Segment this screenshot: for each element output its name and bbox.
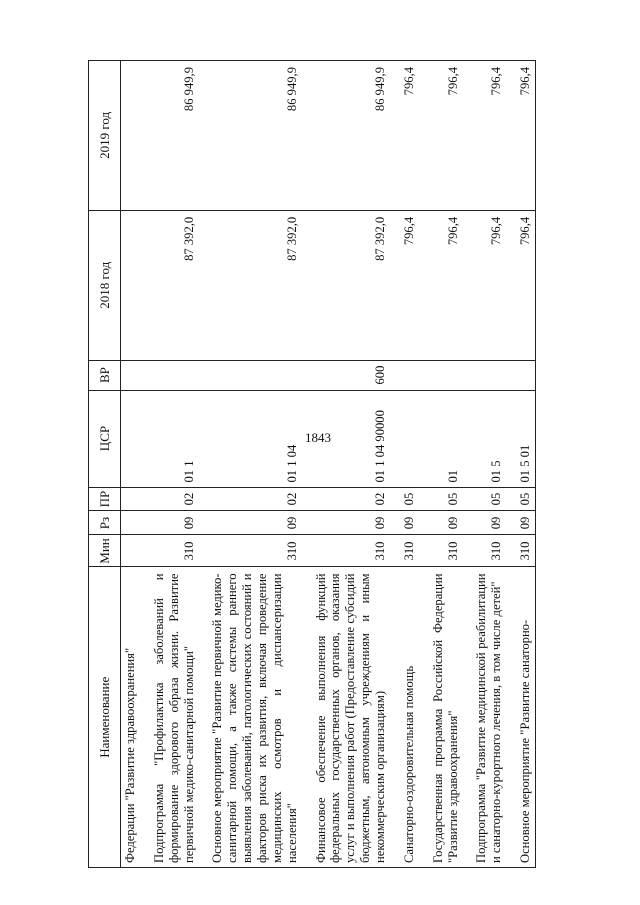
- row-name: Основное мероприятие "Развитие санаторно-: [506, 567, 535, 868]
- row-2019: 796,4: [390, 61, 419, 211]
- row-name: Федерации "Развитие здравоохранения": [121, 567, 140, 868]
- row-rz: 09: [419, 511, 463, 535]
- row-pr: 05: [506, 487, 535, 511]
- row-min: 310: [140, 535, 199, 567]
- row-min: 310: [198, 535, 301, 567]
- row-pr: 05: [390, 487, 419, 511]
- row-rz: 09: [506, 511, 535, 535]
- table-row: [462, 61, 506, 868]
- row-2019: 796,4: [506, 61, 535, 211]
- col-header-csr: ЦСР: [89, 390, 121, 487]
- row-rz: [121, 511, 140, 535]
- row-csr: 01 5 01: [506, 390, 535, 487]
- row-min: 310: [419, 535, 463, 567]
- row-vr: [390, 360, 419, 390]
- row-name: Санаторно-оздоровительная помощь: [390, 567, 419, 868]
- row-2018: 87 392,0: [302, 210, 390, 360]
- row-name: Государственная программа Российской Федерации "Развитие здравоохранения": [419, 567, 463, 868]
- col-header-pr: ПР: [89, 487, 121, 511]
- row-csr: 01 1 04 90000: [302, 390, 390, 487]
- row-pr: 02: [140, 487, 199, 511]
- row-2018: 796,4: [462, 210, 506, 360]
- col-header-min: Мин: [89, 535, 121, 567]
- col-header-rz: Рз: [89, 511, 121, 535]
- row-vr: [506, 360, 535, 390]
- row-csr: 01 5: [462, 390, 506, 487]
- row-2018: 796,4: [390, 210, 419, 360]
- rotated-table-wrapper: [88, 60, 640, 868]
- row-vr: [140, 360, 199, 390]
- row-pr: 02: [198, 487, 301, 511]
- row-csr: 01 1: [140, 390, 199, 487]
- row-rz: 09: [462, 511, 506, 535]
- row-min: 310: [390, 535, 419, 567]
- row-min: [121, 535, 140, 567]
- table-row: [506, 61, 535, 868]
- table-row: [419, 61, 463, 868]
- row-rz: 09: [390, 511, 419, 535]
- budget-table: [88, 60, 536, 868]
- row-min: 310: [462, 535, 506, 567]
- row-2019: [121, 61, 140, 211]
- row-csr: 01: [419, 390, 463, 487]
- row-2019: 796,4: [419, 61, 463, 211]
- row-2019: 796,4: [462, 61, 506, 211]
- page-number: 1843: [305, 430, 331, 445]
- row-min: 310: [302, 535, 390, 567]
- col-header-vr: ВР: [89, 360, 121, 390]
- row-vr: [462, 360, 506, 390]
- row-rz: 09: [198, 511, 301, 535]
- row-2019: 86 949,9: [198, 61, 301, 211]
- row-name: Подпрограмма "Развитие медицинской реабилитации и санаторно-курортного лечения, в том числе детей": [462, 567, 506, 868]
- table-row: [198, 61, 301, 868]
- row-pr: 02: [302, 487, 390, 511]
- table-row: [390, 61, 419, 868]
- row-pr: 05: [462, 487, 506, 511]
- row-rz: 09: [302, 511, 390, 535]
- row-min: 310: [506, 535, 535, 567]
- row-csr: [390, 390, 419, 487]
- row-name: Подпрограмма "Профилактика заболеваний и формирование здорового образа жизни. Развитие первичной медико-санитарной помощи": [140, 567, 199, 868]
- col-header-2018: 2018 год: [89, 210, 121, 360]
- row-csr: [121, 390, 140, 487]
- row-pr: [121, 487, 140, 511]
- row-2018: 796,4: [419, 210, 463, 360]
- row-csr: 01 1 04: [198, 390, 301, 487]
- row-vr: [198, 360, 301, 390]
- row-rz: 09: [140, 511, 199, 535]
- row-2018: 87 392,0: [198, 210, 301, 360]
- table-row: [121, 61, 140, 868]
- row-vr: 600: [302, 360, 390, 390]
- row-2018: 87 392,0: [140, 210, 199, 360]
- row-vr: [419, 360, 463, 390]
- row-name: Основное мероприятие "Развитие первичной медико-санитарной помощи, а также системы раннего выявления заболеваний, патологических состояний и факторов риска их развития, включая проведение медицинских осмотров и диспансеризации населения": [198, 567, 301, 868]
- row-2019: 86 949,9: [140, 61, 199, 211]
- table-row: [302, 61, 390, 868]
- row-name: Финансовое обеспечение выполнения функций федеральных государственных органов, оказания услуг и выполнения работ (Предоставление субсидий бюджетным, автономным учреждениям и иным некоммерческим организациям): [302, 567, 390, 868]
- row-pr: 05: [419, 487, 463, 511]
- col-header-2019: 2019 год: [89, 61, 121, 211]
- col-header-name: Наименование: [89, 567, 121, 868]
- row-2018: [121, 210, 140, 360]
- row-2019: 86 949,9: [302, 61, 390, 211]
- row-2018: 796,4: [506, 210, 535, 360]
- row-vr: [121, 360, 140, 390]
- header-row: [89, 61, 121, 868]
- table-row: [140, 61, 199, 868]
